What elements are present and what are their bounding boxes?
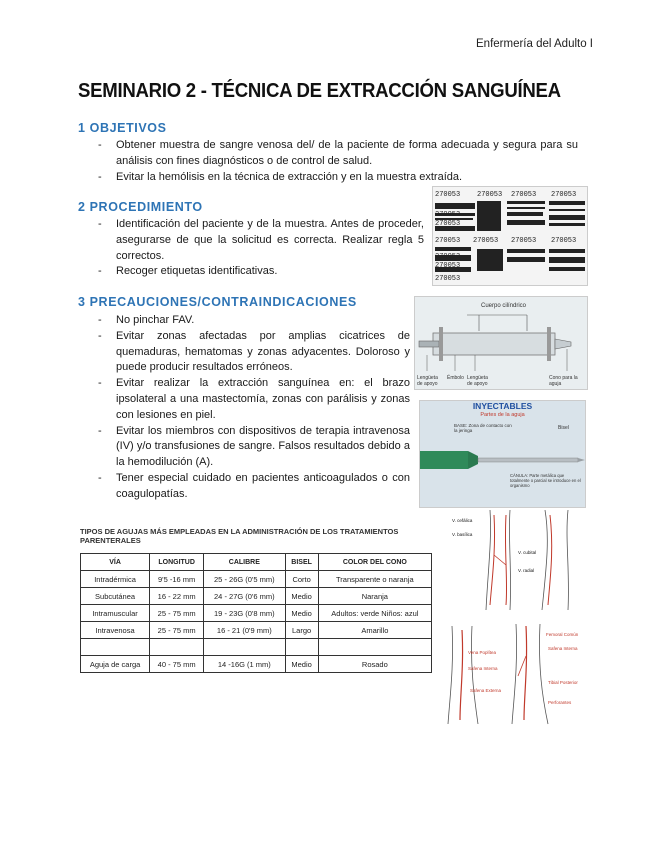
procedimiento-list — [94, 217, 424, 280]
leg-vein-label: Tibial Posterior — [548, 680, 578, 685]
barcode-label: 270053 — [551, 191, 577, 199]
table-cell: Naranja — [318, 588, 431, 605]
table-row — [81, 571, 432, 588]
table-cell: 19 - 23G (0'8 mm) — [204, 605, 285, 622]
leg-vein-label: Safena Interna — [468, 666, 498, 671]
injectables-title: INYECTABLES — [472, 401, 533, 411]
syringe-part-label: Émbolo — [447, 375, 464, 381]
needle-graphic — [420, 401, 585, 507]
injectables-needle-image — [419, 400, 586, 508]
arm-veins-graphic — [450, 510, 585, 610]
table-cell: Medio — [285, 588, 318, 605]
barcode-labels-image — [432, 186, 588, 286]
table-cell: Adultos: verde Niños: azul — [318, 605, 431, 622]
column-header: LONGITUD — [150, 554, 204, 571]
list-item: - No pinchar FAV. — [94, 313, 410, 329]
table-cell: 25 - 26G (0'5 mm) — [204, 571, 285, 588]
column-header: BISEL — [285, 554, 318, 571]
table-cell: Medio — [285, 656, 318, 673]
table-cell: 24 - 27G (0'6 mm) — [204, 588, 285, 605]
barcode-label: 270053 — [435, 275, 461, 283]
list-item: - Identificación del paciente y de la muestra. Antes de proceder, asegurarse de que la solicitud es correcta. Realizar regla 5 correctos. — [94, 217, 424, 264]
barcode-label: 270053 — [435, 262, 461, 270]
section-heading-objetivos: 1 OBJETIVOS — [78, 121, 167, 135]
table-cell — [204, 639, 285, 656]
arm-vein-label: V. radial — [518, 568, 535, 573]
table-cell: 14 -16G (1 mm) — [204, 656, 285, 673]
table-cell — [318, 639, 431, 656]
syringe-caption: Cuerpo cilíndrico — [481, 303, 527, 309]
barcode-label: 270053 — [511, 191, 537, 199]
syringe-part-label: Lengüeta de apoyo — [417, 375, 438, 387]
list-item: - Obtener muestra de sangre venosa del/ de la paciente de forma adecuada y segura para su análisis con fines diagnósticos o de control de salud. — [94, 138, 578, 170]
table-cell: Largo — [285, 622, 318, 639]
needle-base-label: BASE: Zona de contacto con la jeringa — [454, 423, 512, 433]
leg-veins-image — [440, 616, 588, 728]
barcodes-graphic — [433, 187, 587, 285]
objetivos-list — [94, 138, 578, 185]
barcode-label: 270053 — [473, 237, 499, 245]
table-cell: Subcutánea — [81, 588, 150, 605]
table-header-row — [81, 554, 432, 571]
table-row — [81, 605, 432, 622]
column-header: CALIBRE — [204, 554, 285, 571]
injectables-subtitle: Partes de la aguja — [480, 412, 525, 418]
leg-vein-label: Safena Externa — [470, 688, 502, 693]
column-header: VÍA — [81, 554, 150, 571]
section-heading-precauciones: 3 PRECAUCIONES/CONTRAINDICACIONES — [78, 295, 357, 309]
table-cell: 40 - 75 mm — [150, 656, 204, 673]
list-item: - Recoger etiquetas identificativas. — [94, 264, 424, 280]
table-cell: 25 - 75 mm — [150, 605, 204, 622]
table-row — [81, 588, 432, 605]
table-cell: 16 - 21 (0'9 mm) — [204, 622, 285, 639]
list-item: - Evitar realizar la extracción sanguínea en: el brazo ipsolateral a una mastectomía, zonas con parálisis y zonas con lesiones en piel. — [94, 376, 410, 423]
table-cell — [150, 639, 204, 656]
barcode-label: 270053 — [435, 191, 461, 199]
table-cell: Medio — [285, 605, 318, 622]
arm-vein-label: V. basílica — [452, 532, 473, 537]
column-header: COLOR DEL CONO — [318, 554, 431, 571]
table-cell: Intramuscular — [81, 605, 150, 622]
list-item: - Evitar la hemólisis en la técnica de extracción y en la muestra extraída. — [94, 170, 578, 186]
table-cell: 9'5 -16 mm — [150, 571, 204, 588]
syringe-part-label: Lengüeta de apoyo — [467, 375, 488, 387]
table-cell — [81, 639, 150, 656]
arm-vein-label: V. cubital — [518, 550, 537, 555]
running-header: Enfermería del Adulto I — [476, 38, 593, 50]
list-item: - Evitar zonas afectadas por amplias cicatrices de quemaduras, hematomas y zonas adyacentes. Doloroso y puede producir resultados erróneos. — [94, 329, 410, 376]
table-row — [81, 622, 432, 639]
arm-vein-label: V. cefálica — [452, 518, 473, 523]
leg-vein-label: Vena Poplítea — [468, 650, 497, 655]
syringe-part-label: Cono para la aguja — [549, 375, 578, 387]
barcode-label: 270053 — [435, 253, 461, 261]
table-cell — [285, 639, 318, 656]
table-cell: Amarillo — [318, 622, 431, 639]
list-item: - Tener especial cuidado en pacientes anticoagulados o con coagulopatías. — [94, 471, 410, 503]
leg-vein-label: Perforantes — [548, 700, 572, 705]
barcode-label: 270053 — [511, 237, 537, 245]
table-cell: 25 - 75 mm — [150, 622, 204, 639]
needle-bisel-label: Bisel — [558, 425, 569, 431]
section-heading-procedimiento: 2 PROCEDIMIENTO — [78, 200, 203, 214]
arm-veins-image — [450, 510, 585, 610]
table-row — [81, 639, 432, 656]
barcode-label: 270053 — [477, 191, 503, 199]
table-cell: Corto — [285, 571, 318, 588]
needle-canula-label: CÁNULA: Parte metálica que totalmente o parcial se introduce en el organismo — [510, 473, 581, 488]
table-cell: Rosado — [318, 656, 431, 673]
needle-table-caption: TIPOS DE AGUJAS MÁS EMPLEADAS EN LA ADMINISTRACIÓN DE LOS TRATAMIENTOS PARENTERALES — [80, 527, 399, 545]
table-cell: Aguja de carga — [81, 656, 150, 673]
barcode-label: 270053 — [435, 211, 461, 219]
table-cell: Transparente o naranja — [318, 571, 431, 588]
table-row — [81, 656, 432, 673]
barcode-label: 270053 — [435, 237, 461, 245]
barcode-label: 270053 — [435, 220, 461, 228]
table-cell: 16 - 22 mm — [150, 588, 204, 605]
syringe-diagram-image — [414, 296, 588, 390]
page-title: SEMINARIO 2 - TÉCNICA DE EXTRACCIÓN SANGUÍNEA — [78, 80, 561, 102]
needle-table — [80, 553, 432, 673]
barcode-label: 270053 — [551, 237, 577, 245]
list-item: - Evitar los miembros con dispositivos de terapia intravenosa (IV) y/o transfusiones de sangre. Falsos resultados debido a la hemodilución (A). — [94, 424, 410, 471]
table-cell: Intravenosa — [81, 622, 150, 639]
leg-vein-label: Femoral Común — [546, 632, 579, 637]
precauciones-list — [94, 313, 410, 503]
leg-vein-label: Safena Interna — [548, 646, 578, 651]
table-cell: Intradérmica — [81, 571, 150, 588]
